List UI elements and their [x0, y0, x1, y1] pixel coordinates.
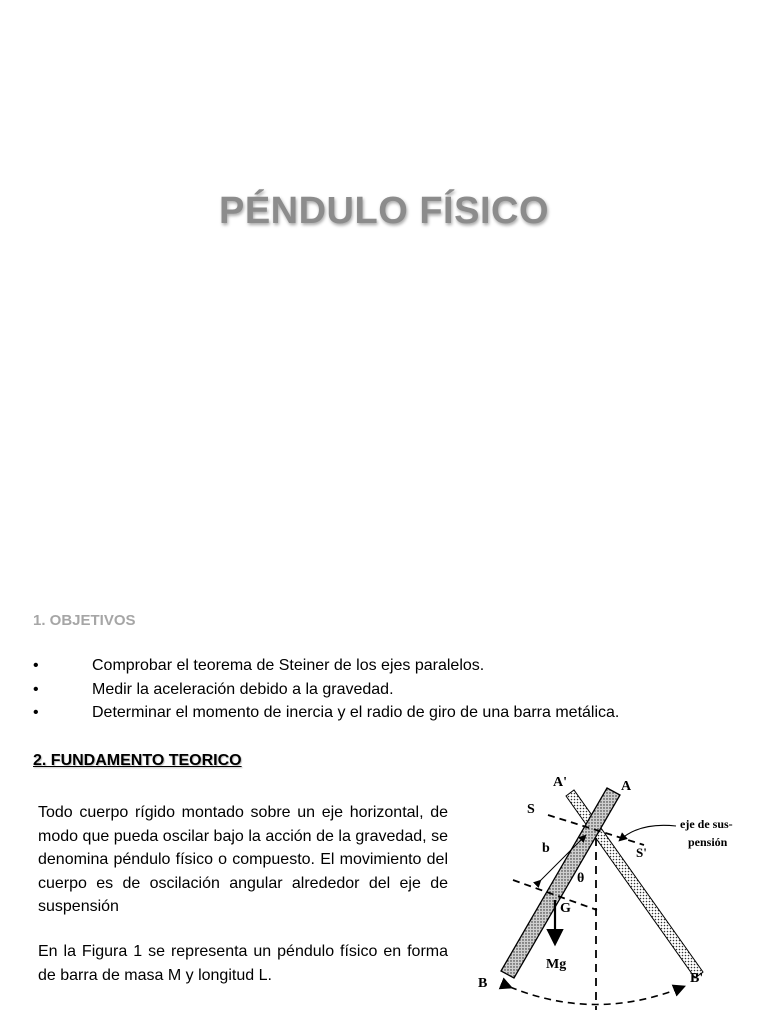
label-b: B: [478, 976, 488, 991]
label-s-prime: S': [636, 845, 647, 860]
label-mg: Mg: [546, 957, 567, 972]
paragraph-figure-reference: En la Figura 1 se representa un péndulo físico en forma de barra de masa M y longitud L.: [38, 943, 448, 984]
objective-text: Medir la aceleración debido a la gravedad.: [92, 680, 394, 698]
axis-pointer: [620, 825, 676, 840]
bullet: •: [33, 704, 39, 721]
label-s: S: [527, 802, 535, 817]
section-heading-fundamento: 2. FUNDAMENTO TEORICO: [33, 752, 242, 769]
label-theta: θ: [577, 871, 585, 886]
label-g: G: [560, 901, 571, 916]
label-a: A: [621, 779, 632, 794]
section-heading-objetivos: 1. OBJETIVOS: [33, 612, 136, 629]
page-title: PÉNDULO FÍSICO: [218, 190, 550, 232]
label-a-prime: A': [553, 775, 567, 790]
bullet: •: [33, 657, 39, 674]
objective-text: Determinar el momento de inercia y el radio de giro de una barra metálica.: [92, 704, 620, 721]
paragraph-definition: Todo cuerpo rígido montado sobre un eje horizontal, de modo que pueda oscilar bajo la acción de la gravedad, se denomina péndulo físico o compuesto. El movimiento del cuerpo es de oscilación angular alrededor del eje de suspensión: [38, 804, 448, 915]
label-axis-line1: eje de sus-: [680, 817, 733, 831]
label-axis-line2: pensión: [688, 835, 728, 849]
label-b-distance: b: [542, 841, 550, 856]
objective-text: Comprobar el teorema de Steiner de los ejes paralelos.: [92, 657, 485, 674]
bullet: •: [33, 680, 39, 698]
label-b-prime: B': [690, 971, 704, 986]
pendulum-diagram: [465, 765, 765, 1020]
